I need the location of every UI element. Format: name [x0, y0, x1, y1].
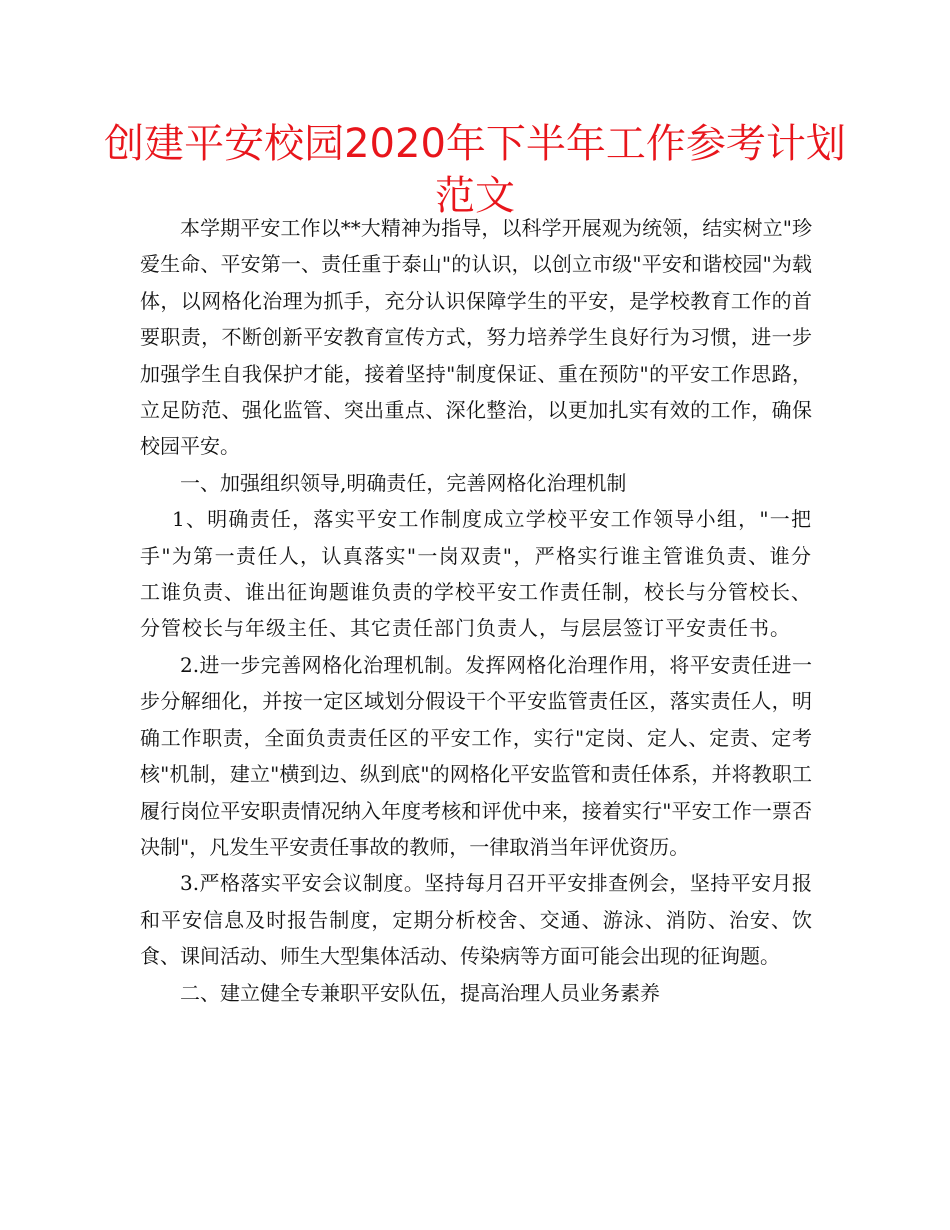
section-heading-2: 二、建立健全专兼职平安队伍，提高治理人员业务素养	[180, 980, 660, 1005]
section-heading-1: 一、加强组织领导,明确责任，完善网格化治理机制	[180, 470, 627, 495]
title-line-2: 范文	[435, 173, 515, 219]
document-title	[100, 118, 850, 222]
document-body	[140, 210, 812, 1011]
section-1-item-3: 3.严格落实平安会议制度。坚持每月召开平安排查例会，坚持平安月报和平安信息及时报告制度，定期分析校舍、交通、游泳、消防、治安、饮食、课间活动、师生大型集体活动、传染病等方面可能会出现的征询题。	[140, 871, 812, 969]
intro-paragraph: 本学期平安工作以**大精神为指导，以科学开展观为统领，结实树立"珍爱生命、平安第一、责任重于泰山"的认识，以创立市级"平安和谐校园"为载体，以网格化治理为抓手，充分认识保障学生的平安，是学校教育工作的首要职责，不断创新平安教育宣传方式，努力培养学生良好行为习惯，进一步加强学生自我保护才能，接着坚持"制度保证、重在预防"的平安工作思路，立足防范、强化监管、突出重点、深化整治，以更加扎实有效的工作，确保校园平安。	[140, 216, 812, 459]
title-line-1: 创建平安校园2020年下半年工作参考计划	[104, 121, 846, 167]
section-1-item-2: 2.进一步完善网格化治理机制。发挥网格化治理作用，将平安责任进一步分解细化，并按一定区域划分假设干个平安监管责任区，落实责任人，明确工作职责，全面负责责任区的平安工作，实行"定岗、定人、定责、定考核"机制，建立"横到边、纵到底"的网格化平安监管和责任体系，并将教职工履行岗位平安职责情况纳入年度考核和评优中来，接着实行"平安工作一票否决制"，凡发生平安责任事故的教师，一律取消当年评优资历。	[140, 652, 812, 859]
section-1-item-1: 1、明确责任，落实平安工作制度成立学校平安工作领导小组，"一把手"为第一责任人，认真落实"一岗双责"，严格实行谁主管谁负责、谁分工谁负责、谁出征询题谁负责的学校平安工作责任制，校长与分管校长、分管校长与年级主任、其它责任部门负责人，与层层签订平安责任书。	[140, 507, 812, 641]
